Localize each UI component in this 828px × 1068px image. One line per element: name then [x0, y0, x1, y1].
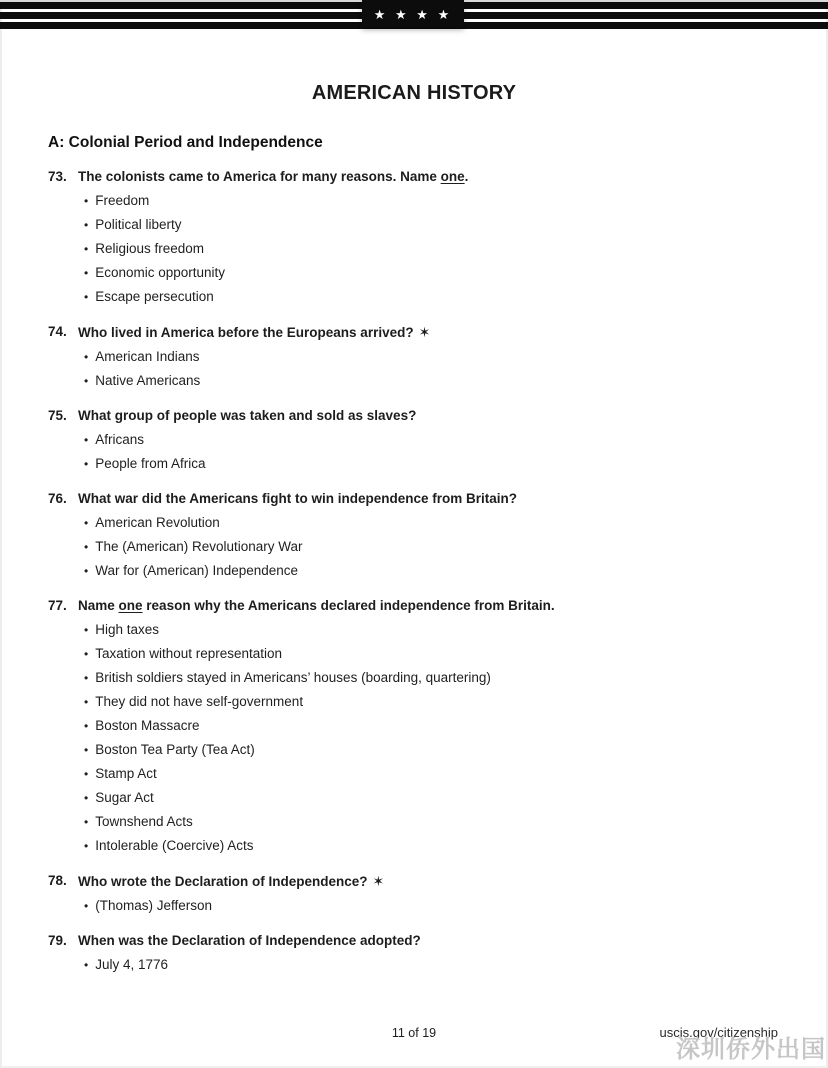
question-keyword-underlined: one — [440, 169, 465, 184]
answer-item — [48, 834, 780, 858]
answer-text: Boston Tea Party (Tea Act) — [95, 742, 255, 757]
bullet-icon: • — [84, 719, 89, 733]
bullet-icon: • — [84, 695, 89, 709]
answer-list — [48, 511, 780, 583]
answer-text: Native Americans — [95, 373, 201, 388]
question-row — [48, 404, 780, 428]
answer-list — [48, 345, 780, 393]
question-number: 77. — [48, 598, 67, 613]
bullet-icon: • — [84, 564, 89, 578]
answer-item — [48, 285, 780, 309]
question-keyword-underlined: one — [118, 598, 143, 613]
answer-text: Intolerable (Coercive) Acts — [95, 838, 254, 853]
bullet-icon: • — [84, 540, 89, 554]
question-block — [48, 487, 780, 583]
question-row — [48, 487, 780, 511]
question-text — [78, 869, 384, 894]
answer-text: American Indians — [95, 349, 200, 364]
watermark: 深圳侨外出国 — [676, 1036, 826, 1063]
banner-stars-icon: ★ ★ ★ ★ — [373, 6, 453, 22]
question-segment: Name — [78, 598, 119, 613]
bullet-icon: • — [84, 350, 89, 364]
answer-item — [48, 261, 780, 285]
answer-item — [48, 428, 780, 452]
answer-text: July 4, 1776 — [95, 957, 169, 972]
question-text — [78, 487, 517, 511]
question-row — [48, 929, 780, 953]
question-number: 76. — [48, 491, 67, 506]
bullet-icon: • — [84, 290, 89, 304]
answer-text: (Thomas) Jefferson — [95, 898, 212, 913]
question-segment: . — [464, 169, 469, 184]
question-row — [48, 320, 780, 345]
question-number: 79. — [48, 933, 67, 948]
bullet-icon: • — [84, 767, 89, 781]
answer-item — [48, 894, 780, 918]
bullet-icon: • — [84, 374, 89, 388]
answer-list — [48, 428, 780, 476]
answer-list — [48, 618, 780, 858]
answer-text: They did not have self-government — [95, 694, 304, 709]
page-title: AMERICAN HISTORY — [311, 82, 517, 104]
answer-item — [48, 452, 780, 476]
answer-item — [48, 810, 780, 834]
question-text — [78, 165, 468, 189]
answer-text: Stamp Act — [95, 766, 157, 781]
answer-item — [48, 786, 780, 810]
answer-text: Economic opportunity — [95, 265, 226, 280]
question-row — [48, 165, 780, 189]
question-block — [48, 869, 780, 918]
question-text — [78, 404, 416, 428]
question-text — [78, 594, 555, 618]
question-row — [48, 594, 780, 618]
answer-item — [48, 690, 780, 714]
question-number: 74. — [48, 324, 67, 339]
answer-item — [48, 535, 780, 559]
answer-item — [48, 213, 780, 237]
answer-item — [48, 345, 780, 369]
special-question-star-icon: ✶ — [372, 873, 385, 889]
question-block — [48, 320, 780, 393]
bullet-icon: • — [84, 743, 89, 757]
answer-text: People from Africa — [95, 456, 206, 471]
special-question-star-icon: ✶ — [418, 324, 431, 340]
bullet-icon: • — [84, 218, 89, 232]
bullet-icon: • — [84, 623, 89, 637]
answer-text: British soldiers stayed in Americans’ houses (boarding, quartering) — [95, 670, 491, 685]
questions-list — [48, 165, 780, 977]
answer-item — [48, 762, 780, 786]
answer-item — [48, 714, 780, 738]
answer-text: Taxation without representation — [95, 646, 283, 661]
bullet-icon: • — [84, 266, 89, 280]
bullet-icon: • — [84, 899, 89, 913]
bullet-icon: • — [84, 671, 89, 685]
bullet-icon: • — [84, 457, 89, 471]
answer-text: Africans — [95, 432, 144, 447]
question-number: 75. — [48, 408, 67, 423]
bullet-icon: • — [84, 791, 89, 805]
bullet-icon: • — [84, 242, 89, 256]
answer-item — [48, 511, 780, 535]
answer-item — [48, 666, 780, 690]
question-text — [78, 320, 430, 345]
section-heading: A: Colonial Period and Independence — [48, 134, 323, 151]
question-segment: The colonists came to America for many reasons. Name — [78, 169, 441, 184]
bullet-icon: • — [84, 516, 89, 530]
uscis-url-text: uscis.gov/citizenship — [659, 1025, 778, 1040]
question-segment: Who lived in America before the Europeans arrived? — [78, 325, 414, 340]
answer-text: Boston Massacre — [95, 718, 200, 733]
answer-item — [48, 369, 780, 393]
answer-text: War for (American) Independence — [95, 563, 299, 578]
answer-text: Sugar Act — [95, 790, 154, 805]
answer-item — [48, 559, 780, 583]
question-block — [48, 594, 780, 858]
question-row — [48, 869, 780, 894]
answer-list — [48, 189, 780, 309]
answer-text: Escape persecution — [95, 289, 214, 304]
question-text — [78, 929, 421, 953]
bullet-icon: • — [84, 815, 89, 829]
question-block — [48, 165, 780, 309]
bullet-icon: • — [84, 194, 89, 208]
question-segment: When was the Declaration of Independence adopted? — [78, 933, 421, 948]
answer-text: High taxes — [95, 622, 159, 637]
answer-text: The (American) Revolutionary War — [95, 539, 303, 554]
question-segment: What group of people was taken and sold as slaves? — [78, 408, 417, 423]
page-number: 11 of 19 — [391, 1026, 437, 1040]
question-segment: Who wrote the Declaration of Independence? — [78, 874, 368, 889]
answer-text: Townshend Acts — [95, 814, 193, 829]
answer-list — [48, 953, 780, 977]
answer-text: American Revolution — [95, 515, 220, 530]
bullet-icon: • — [84, 958, 89, 972]
question-number: 73. — [48, 169, 67, 184]
question-segment: What war did the Americans fight to win independence from Britain? — [78, 491, 518, 506]
question-block — [48, 929, 780, 977]
answer-item — [48, 642, 780, 666]
question-block — [48, 404, 780, 476]
answer-item — [48, 738, 780, 762]
answer-text: Religious freedom — [95, 241, 205, 256]
answer-item — [48, 953, 780, 977]
answer-text: Political liberty — [95, 217, 182, 232]
answer-item — [48, 618, 780, 642]
answer-item — [48, 237, 780, 261]
answer-text: Freedom — [95, 193, 150, 208]
answer-list — [48, 894, 780, 918]
answer-item — [48, 189, 780, 213]
bullet-icon: • — [84, 647, 89, 661]
bullet-icon: • — [84, 433, 89, 447]
question-number: 78. — [48, 873, 67, 888]
question-segment: reason why the Americans declared independence from Britain. — [142, 598, 555, 613]
bullet-icon: • — [84, 839, 89, 853]
